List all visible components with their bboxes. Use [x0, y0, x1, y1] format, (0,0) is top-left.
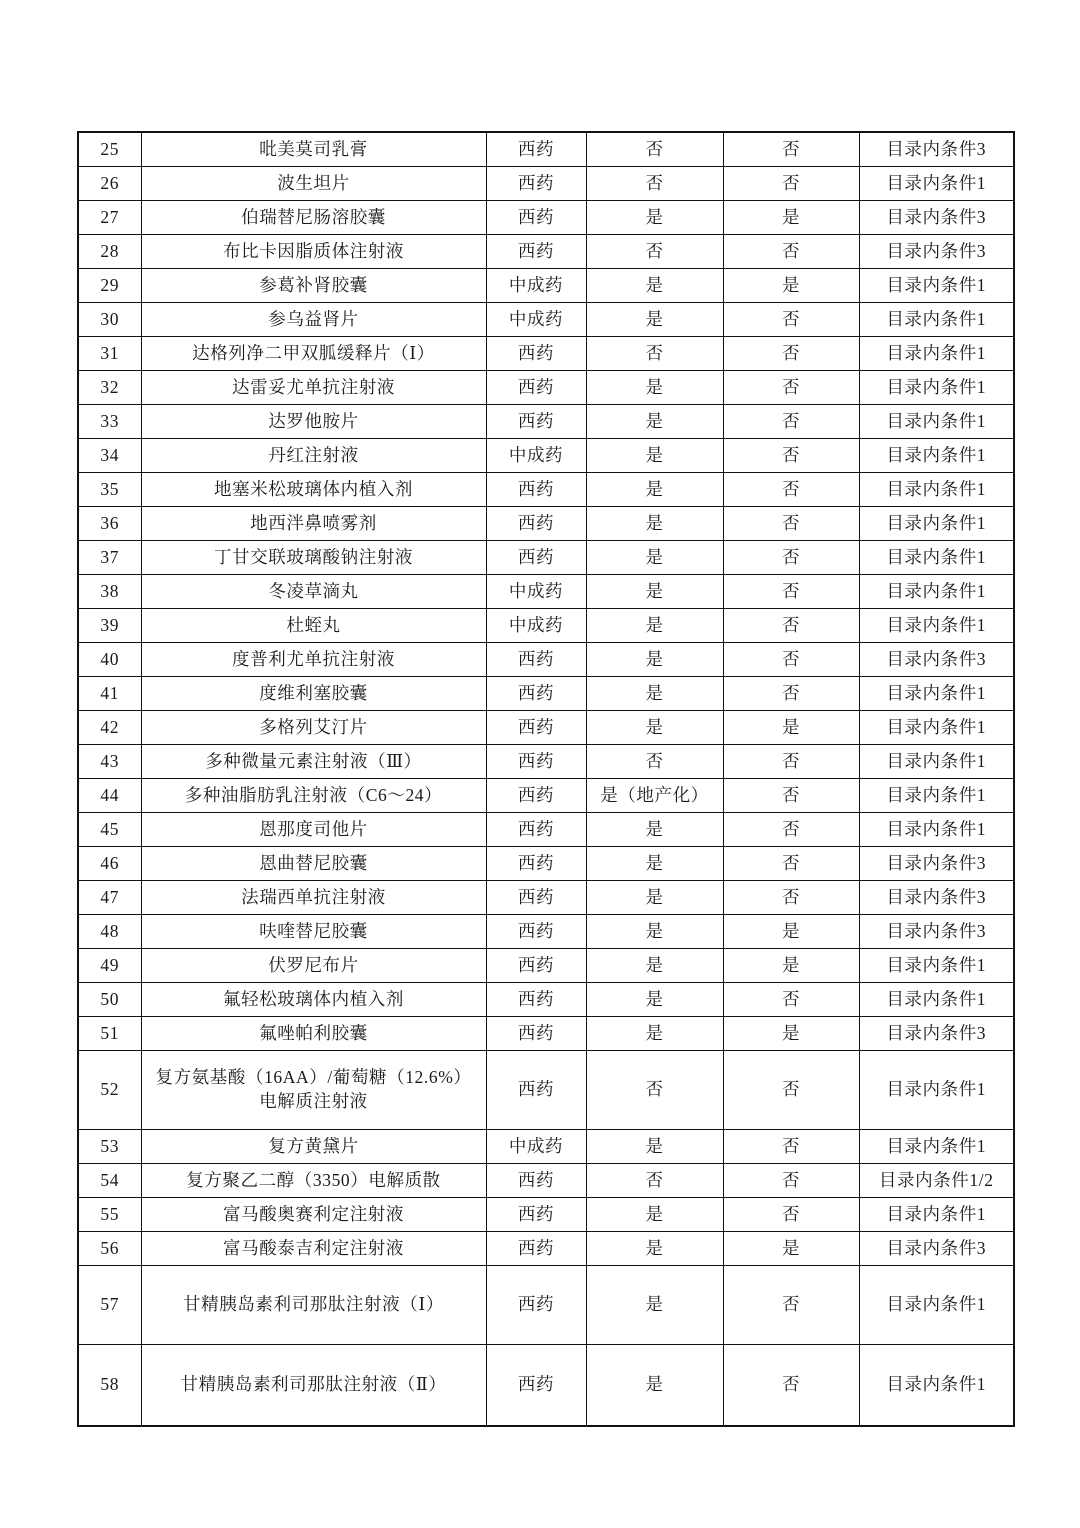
cell-drug-type: 西药 — [486, 711, 586, 745]
cell-condition: 目录内条件1 — [859, 507, 1014, 541]
cell-flag-4: 否 — [586, 235, 723, 269]
cell-flag-4: 是 — [586, 643, 723, 677]
cell-flag-4: 是 — [586, 473, 723, 507]
table-row — [78, 132, 1014, 167]
cell-drug-type: 西药 — [486, 983, 586, 1017]
cell-drug-type: 中成药 — [486, 439, 586, 473]
cell-index: 36 — [78, 507, 141, 541]
cell-drug-name: 杜蛭丸 — [141, 609, 486, 643]
table-row — [78, 371, 1014, 405]
cell-condition: 目录内条件1 — [859, 473, 1014, 507]
cell-drug-type: 西药 — [486, 1345, 586, 1427]
cell-index: 56 — [78, 1232, 141, 1266]
cell-index: 50 — [78, 983, 141, 1017]
cell-index: 25 — [78, 132, 141, 167]
cell-flag-4: 是 — [586, 269, 723, 303]
cell-condition: 目录内条件1 — [859, 269, 1014, 303]
cell-drug-name: 法瑞西单抗注射液 — [141, 881, 486, 915]
cell-flag-5: 否 — [723, 847, 859, 881]
cell-flag-4: 是 — [586, 1130, 723, 1164]
cell-flag-5: 否 — [723, 813, 859, 847]
cell-drug-type: 西药 — [486, 235, 586, 269]
cell-condition: 目录内条件3 — [859, 643, 1014, 677]
cell-drug-type: 西药 — [486, 881, 586, 915]
cell-condition: 目录内条件1 — [859, 983, 1014, 1017]
cell-drug-name: 氟轻松玻璃体内植入剂 — [141, 983, 486, 1017]
cell-drug-name: 多种油脂肪乳注射液（C6～24） — [141, 779, 486, 813]
cell-drug-type: 中成药 — [486, 575, 586, 609]
cell-flag-4: 是 — [586, 949, 723, 983]
table-row — [78, 1198, 1014, 1232]
cell-index: 54 — [78, 1164, 141, 1198]
cell-condition: 目录内条件3 — [859, 1232, 1014, 1266]
cell-flag-5: 否 — [723, 881, 859, 915]
cell-index: 29 — [78, 269, 141, 303]
cell-condition: 目录内条件3 — [859, 235, 1014, 269]
cell-flag-5: 否 — [723, 541, 859, 575]
cell-flag-5: 否 — [723, 745, 859, 779]
cell-flag-4: 是 — [586, 609, 723, 643]
table-row — [78, 881, 1014, 915]
cell-drug-name: 伯瑞替尼肠溶胶囊 — [141, 201, 486, 235]
cell-flag-5: 否 — [723, 1164, 859, 1198]
drug-name-line: 复方氨基酸（16AA）/葡萄糖（12.6%） — [155, 1067, 472, 1088]
cell-flag-4: 是 — [586, 813, 723, 847]
cell-flag-4: 是 — [586, 711, 723, 745]
cell-drug-name: 伏罗尼布片 — [141, 949, 486, 983]
cell-drug-type: 西药 — [486, 915, 586, 949]
table-row — [78, 235, 1014, 269]
table-row — [78, 1345, 1014, 1427]
cell-index: 42 — [78, 711, 141, 745]
cell-index: 48 — [78, 915, 141, 949]
cell-drug-name: 达罗他胺片 — [141, 405, 486, 439]
cell-flag-5: 否 — [723, 371, 859, 405]
cell-drug-name: 恩曲替尼胶囊 — [141, 847, 486, 881]
cell-index: 30 — [78, 303, 141, 337]
cell-index: 41 — [78, 677, 141, 711]
cell-flag-4: 否 — [586, 1051, 723, 1130]
cell-index: 45 — [78, 813, 141, 847]
cell-drug-name: 恩那度司他片 — [141, 813, 486, 847]
cell-condition: 目录内条件1 — [859, 439, 1014, 473]
cell-condition: 目录内条件1 — [859, 949, 1014, 983]
cell-drug-type: 西药 — [486, 132, 586, 167]
cell-drug-name: 富马酸奥赛利定注射液 — [141, 1198, 486, 1232]
cell-drug-type: 西药 — [486, 1164, 586, 1198]
table-row — [78, 813, 1014, 847]
cell-flag-4: 是 — [586, 1198, 723, 1232]
cell-flag-5: 是 — [723, 201, 859, 235]
cell-flag-5: 是 — [723, 949, 859, 983]
cell-drug-name: 富马酸泰吉利定注射液 — [141, 1232, 486, 1266]
cell-index: 39 — [78, 609, 141, 643]
cell-flag-5: 否 — [723, 643, 859, 677]
cell-flag-5: 否 — [723, 507, 859, 541]
cell-drug-name: 氟唑帕利胶囊 — [141, 1017, 486, 1051]
cell-flag-5: 否 — [723, 473, 859, 507]
cell-flag-4: 是 — [586, 847, 723, 881]
cell-drug-type: 西药 — [486, 677, 586, 711]
table-row — [78, 575, 1014, 609]
cell-flag-5: 否 — [723, 132, 859, 167]
table-row — [78, 983, 1014, 1017]
table-row — [78, 949, 1014, 983]
cell-flag-4: 是 — [586, 405, 723, 439]
cell-drug-type: 西药 — [486, 507, 586, 541]
cell-condition: 目录内条件1 — [859, 1130, 1014, 1164]
cell-index: 49 — [78, 949, 141, 983]
table-row — [78, 1130, 1014, 1164]
table-row — [78, 677, 1014, 711]
cell-index: 32 — [78, 371, 141, 405]
table-row — [78, 167, 1014, 201]
cell-flag-5: 是 — [723, 915, 859, 949]
cell-flag-4: 是 — [586, 881, 723, 915]
cell-condition: 目录内条件1 — [859, 711, 1014, 745]
cell-flag-5: 否 — [723, 235, 859, 269]
cell-drug-name: 吡美莫司乳膏 — [141, 132, 486, 167]
cell-drug-type: 西药 — [486, 473, 586, 507]
cell-drug-type: 西药 — [486, 643, 586, 677]
table-row — [78, 541, 1014, 575]
drug-table-container — [77, 131, 1013, 1427]
cell-drug-name: 达格列净二甲双胍缓释片（Ⅰ） — [141, 337, 486, 371]
cell-flag-4: 是 — [586, 201, 723, 235]
cell-index: 43 — [78, 745, 141, 779]
cell-index: 40 — [78, 643, 141, 677]
cell-index: 47 — [78, 881, 141, 915]
cell-drug-type: 西药 — [486, 167, 586, 201]
table-row — [78, 337, 1014, 371]
cell-index: 34 — [78, 439, 141, 473]
table-row — [78, 269, 1014, 303]
cell-condition: 目录内条件3 — [859, 915, 1014, 949]
cell-drug-type: 西药 — [486, 847, 586, 881]
cell-index: 57 — [78, 1266, 141, 1345]
cell-drug-type: 中成药 — [486, 1130, 586, 1164]
cell-drug-type: 西药 — [486, 201, 586, 235]
cell-flag-4: 是（地产化） — [586, 779, 723, 813]
cell-drug-name: 布比卡因脂质体注射液 — [141, 235, 486, 269]
cell-flag-5: 是 — [723, 269, 859, 303]
cell-drug-type: 西药 — [486, 1198, 586, 1232]
cell-index: 26 — [78, 167, 141, 201]
cell-index: 53 — [78, 1130, 141, 1164]
cell-drug-name: 甘精胰岛素利司那肽注射液（Ⅰ） — [141, 1266, 486, 1345]
cell-index: 28 — [78, 235, 141, 269]
cell-flag-5: 是 — [723, 1232, 859, 1266]
cell-drug-type: 西药 — [486, 1017, 586, 1051]
cell-flag-5: 否 — [723, 575, 859, 609]
cell-condition: 目录内条件1 — [859, 1345, 1014, 1427]
table-row — [78, 745, 1014, 779]
table-row — [78, 847, 1014, 881]
cell-flag-4: 否 — [586, 167, 723, 201]
cell-drug-name: 多种微量元素注射液（Ⅲ） — [141, 745, 486, 779]
cell-condition: 目录内条件1 — [859, 609, 1014, 643]
cell-flag-5: 否 — [723, 609, 859, 643]
table-row — [78, 507, 1014, 541]
cell-drug-type: 西药 — [486, 1266, 586, 1345]
cell-condition: 目录内条件1 — [859, 813, 1014, 847]
table-row — [78, 711, 1014, 745]
table-row — [78, 643, 1014, 677]
cell-drug-name — [141, 1051, 486, 1130]
cell-flag-4: 否 — [586, 745, 723, 779]
cell-drug-name: 甘精胰岛素利司那肽注射液（Ⅱ） — [141, 1345, 486, 1427]
cell-flag-5: 否 — [723, 983, 859, 1017]
cell-flag-4: 是 — [586, 1232, 723, 1266]
cell-condition: 目录内条件1 — [859, 303, 1014, 337]
cell-condition: 目录内条件1 — [859, 541, 1014, 575]
cell-flag-4: 是 — [586, 1017, 723, 1051]
cell-condition: 目录内条件1 — [859, 677, 1014, 711]
cell-condition: 目录内条件3 — [859, 881, 1014, 915]
cell-flag-5: 否 — [723, 1266, 859, 1345]
cell-flag-5: 否 — [723, 779, 859, 813]
cell-flag-4: 是 — [586, 507, 723, 541]
cell-flag-4: 是 — [586, 371, 723, 405]
cell-condition: 目录内条件1 — [859, 779, 1014, 813]
cell-condition: 目录内条件3 — [859, 1017, 1014, 1051]
cell-condition: 目录内条件1 — [859, 167, 1014, 201]
cell-flag-4: 是 — [586, 439, 723, 473]
cell-index: 35 — [78, 473, 141, 507]
cell-condition: 目录内条件1 — [859, 745, 1014, 779]
table-row — [78, 609, 1014, 643]
cell-flag-4: 是 — [586, 983, 723, 1017]
cell-index: 58 — [78, 1345, 141, 1427]
cell-drug-type: 西药 — [486, 745, 586, 779]
cell-drug-type: 西药 — [486, 337, 586, 371]
cell-index: 55 — [78, 1198, 141, 1232]
cell-drug-type: 西药 — [486, 405, 586, 439]
cell-drug-type: 西药 — [486, 779, 586, 813]
cell-drug-type: 西药 — [486, 813, 586, 847]
table-row — [78, 915, 1014, 949]
cell-condition: 目录内条件1 — [859, 371, 1014, 405]
cell-drug-name: 地西泮鼻喷雾剂 — [141, 507, 486, 541]
cell-flag-5: 否 — [723, 1051, 859, 1130]
cell-drug-type: 中成药 — [486, 609, 586, 643]
cell-drug-name: 呋喹替尼胶囊 — [141, 915, 486, 949]
cell-condition: 目录内条件1 — [859, 1266, 1014, 1345]
cell-index: 46 — [78, 847, 141, 881]
cell-drug-name: 复方聚乙二醇（3350）电解质散 — [141, 1164, 486, 1198]
cell-drug-name: 参葛补肾胶囊 — [141, 269, 486, 303]
table-row — [78, 473, 1014, 507]
cell-drug-type: 中成药 — [486, 269, 586, 303]
cell-index: 31 — [78, 337, 141, 371]
cell-drug-name: 丹红注射液 — [141, 439, 486, 473]
cell-drug-name: 复方黄黛片 — [141, 1130, 486, 1164]
cell-drug-name: 地塞米松玻璃体内植入剂 — [141, 473, 486, 507]
cell-condition: 目录内条件3 — [859, 201, 1014, 235]
cell-drug-name: 丁甘交联玻璃酸钠注射液 — [141, 541, 486, 575]
cell-condition: 目录内条件3 — [859, 847, 1014, 881]
cell-flag-4: 是 — [586, 541, 723, 575]
cell-flag-5: 否 — [723, 1198, 859, 1232]
cell-drug-name: 波生坦片 — [141, 167, 486, 201]
cell-flag-4: 否 — [586, 337, 723, 371]
cell-index: 37 — [78, 541, 141, 575]
cell-condition: 目录内条件3 — [859, 132, 1014, 167]
cell-drug-type: 西药 — [486, 949, 586, 983]
cell-drug-name: 参乌益肾片 — [141, 303, 486, 337]
cell-flag-4: 是 — [586, 915, 723, 949]
drug-table-body — [78, 132, 1014, 1426]
drug-name-line: 电解质注射液 — [259, 1091, 368, 1111]
cell-flag-5: 否 — [723, 1345, 859, 1427]
cell-index: 52 — [78, 1051, 141, 1130]
cell-flag-5: 否 — [723, 167, 859, 201]
table-row — [78, 201, 1014, 235]
cell-drug-name: 度维利塞胶囊 — [141, 677, 486, 711]
drug-catalog-table — [77, 131, 1015, 1427]
cell-condition: 目录内条件1 — [859, 337, 1014, 371]
table-row — [78, 1232, 1014, 1266]
cell-index: 38 — [78, 575, 141, 609]
cell-index: 33 — [78, 405, 141, 439]
cell-flag-5: 否 — [723, 405, 859, 439]
cell-index: 51 — [78, 1017, 141, 1051]
cell-drug-type: 中成药 — [486, 303, 586, 337]
cell-drug-type: 西药 — [486, 541, 586, 575]
cell-condition: 目录内条件1 — [859, 575, 1014, 609]
cell-flag-5: 否 — [723, 439, 859, 473]
cell-drug-name: 达雷妥尤单抗注射液 — [141, 371, 486, 405]
cell-condition: 目录内条件1 — [859, 1198, 1014, 1232]
cell-drug-type: 西药 — [486, 1232, 586, 1266]
table-row — [78, 303, 1014, 337]
cell-index: 44 — [78, 779, 141, 813]
table-row — [78, 779, 1014, 813]
cell-flag-4: 是 — [586, 575, 723, 609]
cell-flag-5: 否 — [723, 1130, 859, 1164]
cell-flag-4: 否 — [586, 1164, 723, 1198]
cell-flag-4: 是 — [586, 1266, 723, 1345]
table-row — [78, 405, 1014, 439]
cell-condition: 目录内条件1/2 — [859, 1164, 1014, 1198]
table-row — [78, 1017, 1014, 1051]
cell-flag-5: 是 — [723, 1017, 859, 1051]
table-row — [78, 1051, 1014, 1130]
cell-drug-name: 冬凌草滴丸 — [141, 575, 486, 609]
cell-flag-5: 否 — [723, 677, 859, 711]
cell-flag-4: 是 — [586, 677, 723, 711]
table-row — [78, 439, 1014, 473]
cell-flag-4: 否 — [586, 132, 723, 167]
cell-drug-type: 西药 — [486, 371, 586, 405]
cell-drug-type: 西药 — [486, 1051, 586, 1130]
cell-flag-5: 是 — [723, 711, 859, 745]
table-row — [78, 1164, 1014, 1198]
table-row — [78, 1266, 1014, 1345]
cell-index: 27 — [78, 201, 141, 235]
cell-condition: 目录内条件1 — [859, 405, 1014, 439]
cell-flag-4: 是 — [586, 303, 723, 337]
cell-flag-5: 否 — [723, 337, 859, 371]
cell-flag-5: 否 — [723, 303, 859, 337]
cell-condition: 目录内条件1 — [859, 1051, 1014, 1130]
cell-drug-name: 多格列艾汀片 — [141, 711, 486, 745]
cell-flag-4: 是 — [586, 1345, 723, 1427]
cell-drug-name: 度普利尤单抗注射液 — [141, 643, 486, 677]
